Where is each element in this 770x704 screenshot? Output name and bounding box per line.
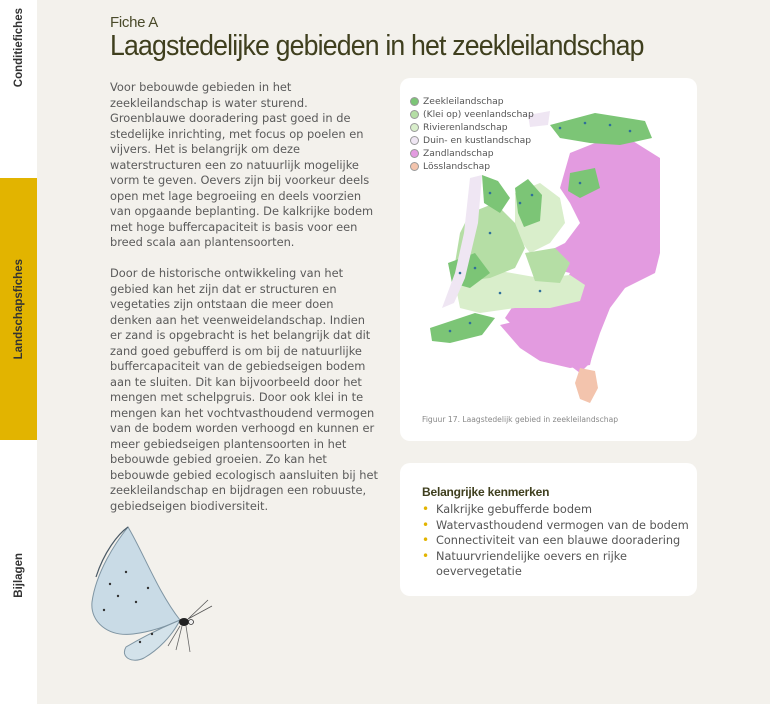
tab-landschapsfiches[interactable] bbox=[0, 178, 37, 440]
legend-swatch bbox=[410, 149, 419, 158]
legend-label: (Klei op) veenlandschap bbox=[423, 109, 534, 120]
legend-label: Lösslandschap bbox=[423, 161, 491, 172]
tab-conditiefiches-label: Conditiefiches bbox=[12, 7, 25, 88]
list-item bbox=[422, 518, 692, 534]
sidebar bbox=[0, 0, 37, 704]
kenmerken-list bbox=[422, 502, 692, 580]
list-item-text: Natuurvriendelijke oevers en rijke oevervegetatie bbox=[436, 549, 627, 578]
page-title: Laagstedelijke gebieden in het zeekleilandschap bbox=[110, 30, 644, 62]
legend-item bbox=[410, 134, 534, 147]
list-item-text: Watervasthoudend vermogen van de bodem bbox=[436, 518, 689, 532]
bullet-icon: • bbox=[422, 517, 430, 532]
map-card bbox=[400, 78, 697, 441]
legend-swatch bbox=[410, 123, 419, 132]
list-item bbox=[422, 502, 692, 518]
tab-landschapsfiches-label: Landschapsfiches bbox=[12, 258, 25, 360]
tab-conditiefiches[interactable] bbox=[0, 0, 37, 95]
legend-swatch bbox=[410, 97, 419, 106]
list-item bbox=[422, 549, 692, 580]
legend-label: Duin- en kustlandschap bbox=[423, 135, 532, 146]
legend-item bbox=[410, 121, 534, 134]
list-item-text: Connectiviteit van een blauwe dooradering bbox=[436, 534, 681, 547]
legend-swatch bbox=[410, 110, 419, 119]
bullet-icon: • bbox=[422, 548, 430, 563]
legend-label: Zandlandschap bbox=[423, 148, 494, 159]
body-text bbox=[110, 80, 378, 530]
legend-label: Rivierenlandschap bbox=[423, 122, 508, 133]
legend-label: Zeekleilandschap bbox=[423, 96, 504, 107]
kenmerken-card bbox=[400, 463, 697, 596]
legend-item bbox=[410, 147, 534, 160]
kenmerken-title: Belangrijke kenmerken bbox=[422, 485, 550, 499]
list-item bbox=[422, 533, 692, 549]
fiche-label: Fiche A bbox=[110, 14, 158, 31]
bullet-icon: • bbox=[422, 533, 430, 547]
tab-bijlagen-label: Bijlagen bbox=[12, 552, 25, 598]
legend-item bbox=[410, 108, 534, 121]
paragraph-2: Door de historische ontwikkeling van het gebied kan het zijn dat er structuren en vegetaties zijn ontstaan die meer doen denken aan het veenweidelandschap. Indien er zand is opgebracht is het belangrijk dat dit zand goed gebufferd is om bij de natuurlijke buffercapaciteit van de gebiedseigen bodem aan te sluiten. Dit kan bijvoorbeeld door het mengen met schelpgruis. Door ook klei in te mengen kan het vochtvasthoudend vermogen van de bodem worden verhoogd en kunnen er meer gebiedseigen plantensoorten in het bebouwde gebied groeien. Zo kan het bebouwde gebied ecologisch aansluiten bij het zeekleilandschap en bijdragen een robuuste, gebiedseigen biodiversiteit. bbox=[110, 266, 378, 513]
map-legend bbox=[410, 95, 534, 173]
bullet-icon: • bbox=[422, 502, 430, 516]
list-item-text: Kalkrijke gebufferde bodem bbox=[436, 503, 592, 516]
paragraph-1: Voor bebouwde gebieden in het zeekleilandschap is water sturend. Groenblauwe dooradering past goed in de stedelijke inrichting, met focus op poelen en vijvers. Het is belangrijk om deze waterstructuren een zo natuurlijk mogelijke vorm te geven. Oevers zijn bij voorkeur deels open met lage begroeiing en deels voorzien van opgaande beplanting. De kalkrijke bodem met hoge buffercapaciteit is basis voor een breed scala aan plantensoorten. bbox=[110, 80, 374, 249]
tab-bijlagen[interactable] bbox=[0, 520, 37, 630]
legend-swatch bbox=[410, 136, 419, 145]
butterfly-illustration bbox=[88, 522, 218, 662]
map-loss bbox=[575, 368, 598, 403]
legend-item bbox=[410, 160, 534, 173]
legend-swatch bbox=[410, 162, 419, 171]
figure-caption: Figuur 17. Laagstedelijk gebied in zeekleilandschap bbox=[422, 415, 619, 424]
legend-item bbox=[410, 95, 534, 108]
